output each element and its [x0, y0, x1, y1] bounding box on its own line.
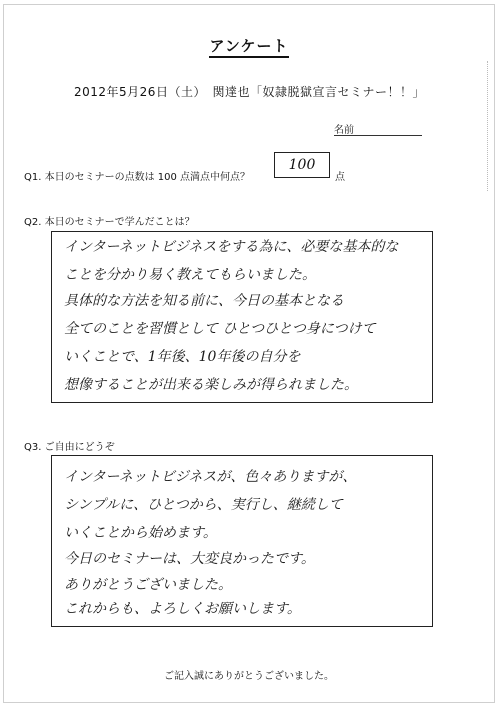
q2-answer-line: インターネットビジネスをする為に、必要な基本的な — [64, 239, 399, 255]
q1-score-value: 100 — [288, 157, 316, 173]
q3-answer-box — [51, 455, 433, 627]
q3-answer-line: インターネットビジネスが、色々ありますが、 — [64, 469, 357, 485]
seminar-dateline: 2012年5月26日（土） 関達也「奴隷脱獄宣言セミナー！！」 — [74, 85, 425, 99]
q3-answer-line: ありがとうございました。 — [64, 577, 232, 593]
survey-sheet — [3, 4, 495, 703]
q2-answer-line: いくことで、1年後、10年後の自分を — [64, 349, 301, 365]
q3-question: Q3. ご自由にどうぞ — [24, 442, 115, 453]
q2-answer-line: 具体的な方法を知る前に、今日の基本となる — [64, 293, 344, 309]
name-label: 名前 — [334, 125, 354, 136]
q2-answer-line: 全てのことを習慣として ひとつひとつ身につけて — [64, 321, 376, 337]
q2-question: Q2. 本日のセミナーで学んだことは？ — [24, 217, 195, 228]
q2-answer-box — [51, 231, 433, 403]
name-field-line — [334, 135, 422, 136]
q2-answer-line: 想像することが出来る楽しみが得られました。 — [64, 377, 358, 393]
footer-thanks: ご記入誠にありがとうございました。 — [164, 671, 334, 682]
q1-score-unit: 点 — [335, 172, 345, 183]
q3-answer-line: 今日のセミナーは、大変良かったです。 — [64, 551, 315, 567]
q3-answer-line: いくことから始めます。 — [64, 525, 217, 541]
q3-answer-line: シンプルに、ひとつから、実行し、継続して — [64, 497, 343, 513]
q1-score-box — [274, 152, 330, 178]
q2-answer-line: ことを分かり易く教えてもらいました。 — [64, 267, 316, 283]
title-text: アンケート — [209, 37, 288, 58]
q3-answer-line: これからも、よろしくお願いします。 — [64, 601, 301, 617]
scan-edge-mark — [485, 61, 488, 191]
page-title — [4, 35, 494, 56]
q1-question: Q1. 本日のセミナーの点数は 100 点満点中何点？ — [24, 172, 251, 183]
